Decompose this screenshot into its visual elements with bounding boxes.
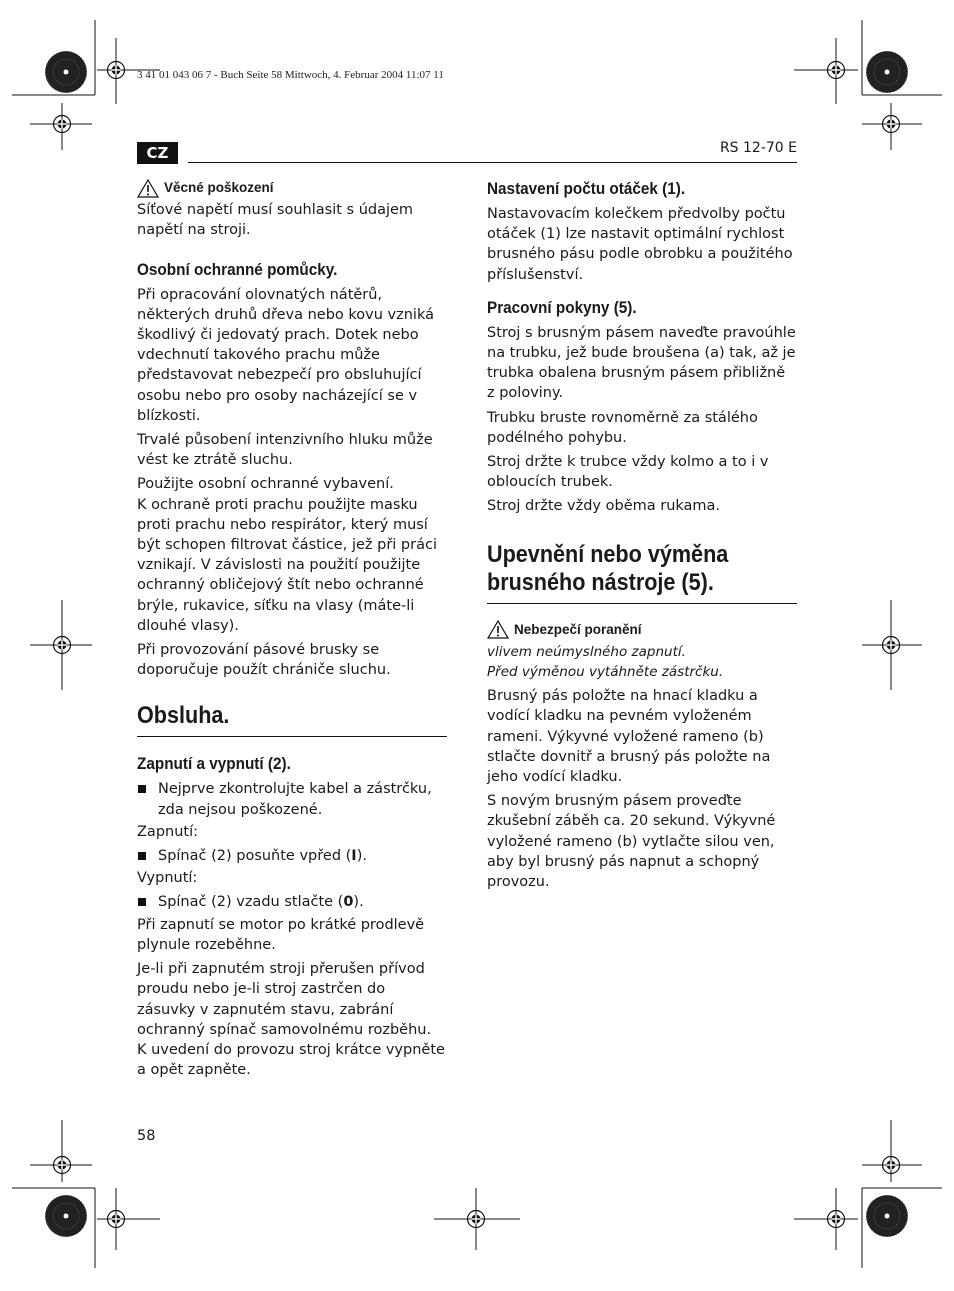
section-title-on-off: Zapnutí a vypnutí (2). bbox=[137, 754, 291, 774]
list-item bbox=[137, 779, 447, 819]
paragraph: Trvalé působení intenzivního hluku může vést ke ztrátě sluchu. bbox=[137, 432, 433, 469]
paragraph: S novým brusným pásem proveďte zkušební záběh ca. 20 sekund. Výkyvné vyložené rameno (b) vytlačte silou ven, aby byl brusný pás napnut a schopný provozu. bbox=[487, 793, 776, 891]
list-item-text: Spínač (2) posuňte vpřed (I). bbox=[158, 848, 367, 865]
paragraph: Stroj držte vždy oběma rukama. bbox=[487, 498, 721, 515]
section-title-ppe: Osobní ochranné pomůcky. bbox=[137, 259, 338, 279]
warning-injury bbox=[487, 620, 797, 640]
paragraph: Trubku bruste rovnoměrně za stálého podélného pohybu. bbox=[487, 409, 758, 446]
label-on: Zapnutí: bbox=[137, 823, 199, 840]
paragraph: Je-li při zapnutém stroji přerušen přívod proudu nebo je-li stroj zastrčen do zásuvky v zapnutém stavu, zabrání ochranný spínač samovolnému rozběhu. bbox=[137, 961, 432, 1038]
heading-block-operation bbox=[137, 702, 447, 737]
bullet-square-icon bbox=[138, 852, 146, 860]
paragraph: Stroj držte k trubce vždy kolmo a to i v obloucích trubek. bbox=[487, 454, 769, 491]
section-title-work: Pracovní pokyny (5). bbox=[487, 297, 637, 317]
warning-title: Nebezpečí poranění bbox=[514, 621, 642, 637]
list-item bbox=[137, 846, 447, 866]
warning-title: Věcné poškození bbox=[164, 180, 274, 195]
header-rule bbox=[188, 162, 797, 163]
paragraph: Použijte osobní ochranné vybavení. bbox=[137, 476, 394, 493]
list-item-text: Spínač (2) vzadu stlačte (0). bbox=[158, 894, 364, 911]
bullet-square-icon bbox=[138, 785, 146, 793]
list-item-text: Nejprve zkontrolujte kabel a zástrčku, zda nejsou poškozené. bbox=[158, 781, 432, 818]
paragraph: Stroj s brusným pásem naveďte pravoúhle na trubku, jež bude broušena (a) tak, až je trubka obalena brusným pásem přibližně z poloviny. bbox=[487, 324, 796, 402]
warning-property-damage bbox=[137, 178, 447, 198]
left-column bbox=[137, 178, 447, 1084]
page-number: 58 bbox=[137, 1128, 156, 1144]
list-item bbox=[137, 892, 447, 912]
warning-text: Síťové napětí musí souhlasit s údajem napětí na stroji. bbox=[137, 202, 414, 239]
paragraph: K uvedení do provozu stroj krátce vypněte a opět zapněte. bbox=[137, 1041, 445, 1079]
paragraph: Nastavovacím kolečkem předvolby počtu otáček (1) lze nastavit optimální rychlost brusného pásu podle obrobku a použitého příslušenství. bbox=[487, 206, 793, 283]
warning-text: vlivem neúmyslného zapnutí. bbox=[487, 643, 686, 660]
paragraph: Při provozování pásové brusky se doporučuje použít chrániče sluchu. bbox=[137, 642, 391, 679]
warning-triangle-icon bbox=[487, 620, 509, 639]
section-title-speed: Nastavení počtu otáček (1). bbox=[487, 179, 686, 198]
heading-block-change bbox=[487, 541, 797, 604]
right-column bbox=[487, 178, 797, 896]
label-off: Vypnutí: bbox=[137, 870, 198, 887]
warning-text: Před výměnou vytáhněte zástrčku. bbox=[487, 664, 724, 681]
language-badge: CZ bbox=[137, 142, 178, 164]
chapter-title-change: Upevnění nebo výměna brusného nástroje (5). bbox=[487, 540, 729, 596]
paragraph: Brusný pás položte na hnací kladku a vodící kladku na pevném vyloženém rameni. Výkyvné vyložené rameno (b) stlačte dovnitř a brusný pás položte na jeho vodící kladku. bbox=[487, 688, 771, 786]
paragraph: Při opracování olovnatých nátěrů, některých druhů dřeva nebo kovu vzniká škodlivý či jedovatý prach. Dotek nebo vdechnutí takového prachu může představovat nebezpečí pro obsluhující osobu nebo pro osoby nacházející se v blízkosti. bbox=[137, 286, 434, 424]
print-info-line: 3 41 01 043 06 7 - Buch Seite 58 Mittwoch, 4. Februar 2004 11:07 11 bbox=[137, 69, 444, 81]
warning-triangle-icon bbox=[137, 179, 159, 198]
bullet-square-icon bbox=[138, 898, 146, 906]
paragraph: K ochraně proti prachu použijte masku proti prachu nebo respirátor, který musí být schopen filtrovat částice, jež při práci vznikají. V závislosti na použití použijte ochranný obličejový štít nebo ochranné brýle, rukavice, síťku na vlasy (máte-li dlouhé vlasy). bbox=[137, 496, 437, 634]
model-label: RS 12-70 E bbox=[719, 140, 797, 156]
paragraph: Při zapnutí se motor po krátké prodlevě plynule rozeběhne. bbox=[137, 916, 425, 953]
chapter-title-operation: Obsluha. bbox=[137, 702, 230, 730]
